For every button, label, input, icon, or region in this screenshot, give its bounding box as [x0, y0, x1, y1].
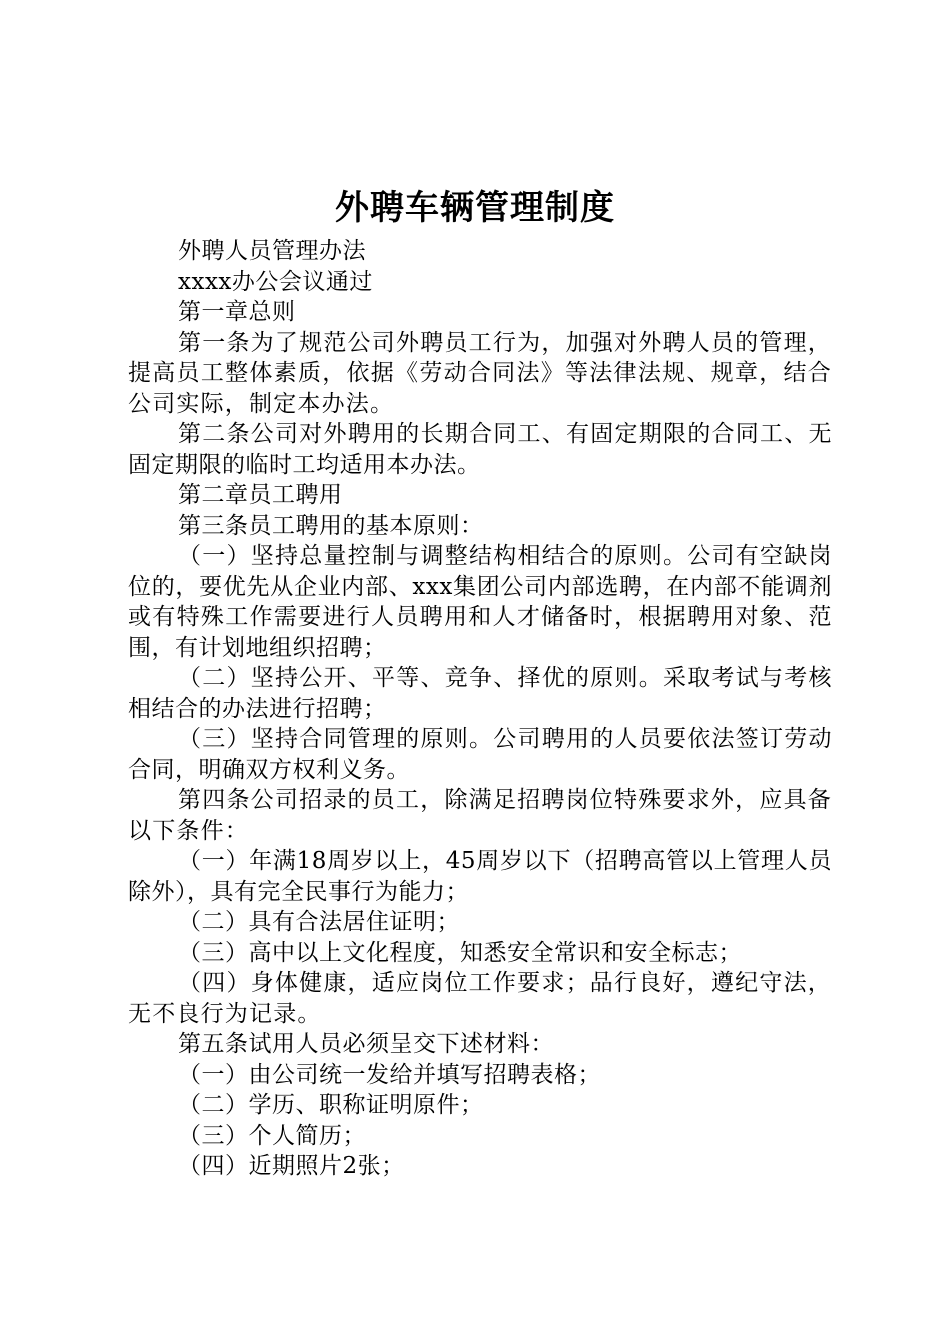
clause-paragraph: （一）年满18周岁以上，45周岁以下（招聘高管以上管理人员除外），具有完全民事行为能力； — [128, 848, 832, 905]
clause-paragraph: （三）坚持合同管理的原则。公司聘用的人员要依法签订劳动合同，明确双方权利义务。 — [128, 726, 832, 783]
paragraph: xxxx办公会议通过 — [178, 268, 373, 295]
clause-paragraph: （一）由公司统一发给并填写招聘表格； — [178, 1061, 601, 1088]
clause-paragraph: （三）高中以上文化程度，知悉安全常识和安全标志； — [178, 939, 742, 966]
paragraph: 外聘人员管理办法 — [178, 238, 366, 264]
clause-paragraph: （二）学历、职称证明原件； — [178, 1092, 484, 1118]
clause-paragraph: （一）坚持总量控制与调整结构相结合的原则。公司有空缺岗位的，要优先从企业内部、xxx集团公司内部选聘，在内部不能调剂或有特殊工作需要进行人员聘用和人才储备时，根据聘用对象、范围，有计划地组织招聘； — [128, 543, 832, 661]
article-paragraph: 第五条试用人员必须呈交下述材料： — [178, 1031, 554, 1057]
chapter-heading: 第二章员工聘用 — [178, 482, 343, 508]
clause-paragraph: （三）个人简历； — [178, 1122, 366, 1149]
clause-paragraph: （二）坚持公开、平等、竞争、择优的原则。采取考试与考核相结合的办法进行招聘； — [128, 665, 832, 722]
article-paragraph: 第二条公司对外聘用的长期合同工、有固定期限的合同工、无固定期限的临时工均适用本办法。 — [128, 421, 832, 478]
clause-paragraph: （二）具有合法居住证明； — [178, 909, 460, 935]
article-paragraph: 第三条员工聘用的基本原则： — [178, 512, 484, 539]
document-body — [128, 236, 832, 1182]
clause-paragraph: （四）身体健康，适应岗位工作要求；品行良好，遵纪守法，无不良行为记录。 — [128, 970, 832, 1027]
clause-paragraph: （四）近期照片2张； — [178, 1153, 405, 1179]
document-title: 外聘车辆管理制度 — [335, 188, 615, 228]
article-paragraph: 第四条公司招录的员工，除满足招聘岗位特殊要求外，应具备以下条件： — [128, 787, 832, 844]
chapter-heading: 第一章总则 — [178, 299, 296, 325]
article-paragraph: 第一条为了规范公司外聘员工行为，加强对外聘人员的管理，提高员工整体素质，依据《劳动合同法》等法律法规、规章，结合公司实际，制定本办法。 — [128, 329, 832, 417]
